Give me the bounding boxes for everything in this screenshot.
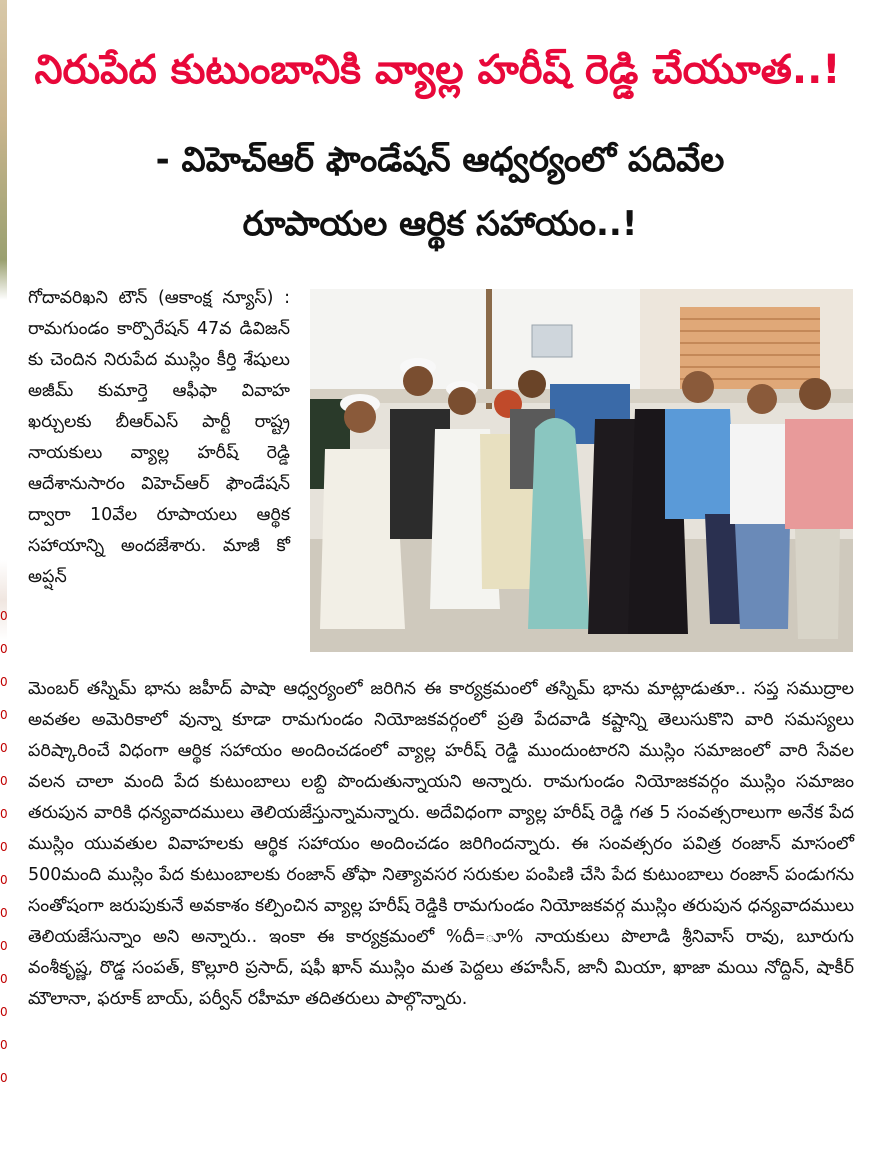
margin-digit: 0	[0, 708, 8, 722]
subheadline	[40, 128, 840, 256]
margin-digit: 0	[0, 807, 8, 821]
margin-digit: 0	[0, 741, 8, 755]
margin-digit: 0	[0, 840, 8, 854]
margin-digit: 0	[0, 906, 8, 920]
margin-digit: 0	[0, 1038, 8, 1052]
margin-digit: 0	[0, 939, 8, 953]
margin-digit: 0	[0, 774, 8, 788]
news-photo	[310, 289, 853, 652]
margin-digit: 0	[0, 1005, 8, 1019]
margin-digit: 0	[0, 609, 8, 623]
group-photo-illustration	[310, 289, 853, 652]
subheadline-line-1: - విహెచ్ఆర్ ఫౌండేషన్ ఆధ్వర్యంలో పదివేల	[155, 140, 725, 180]
headline: నిరుపేద కుటుంబానికి వ్యాల్ల హరీష్ రెడ్డి చేయూత..!	[34, 47, 841, 93]
margin-digit: 0	[0, 642, 8, 656]
margin-digit: 0	[0, 972, 8, 986]
subheadline-line-2: రూపాయల ఆర్థిక సహాయం..!	[242, 204, 638, 244]
margin-digit: 0	[0, 873, 8, 887]
margin-digit: 0	[0, 675, 8, 689]
margin-digits	[0, 600, 8, 1095]
article-body-continued: మెంబర్ తస్నిమ్ భాను జహీద్ పాషా ఆధ్వర్యంలో జరిగిన ఈ కార్యక్రమంలో తస్నిమ్ భాను మాట్లాడుతూ.. సప్త సముద్రాల అవతల అమెరికాలో వున్నా కూడా రామగుండం నియోజకవర్గంలో ప్రతి పేదవాడి కష్టాన్ని తెలుసుకొని వారి సమస్యలు పరిష్కారించే విధంగా ఆర్థిక సహాయం అందించడంలో వ్యాల్ల హరీష్ రెడ్డి ముందుంటారని ముస్లిం సమాజంలో వారి సేవల వలన చాలా మంది పేద కుటుంబాలు లబ్ది పొందుతున్నాయని అన్నారు. రామగుండం నియోజకవర్గం ముస్లిం సమాజం తరుపున వారికి ధన్యవాదములు తెలియజేస్తున్నామన్నారు. అదేవిధంగా వ్యాల్ల హరీష్ రెడ్డి గత 5 సంవత్సరాలుగా అనేక పేద ముస్లిం యువతుల వివాహలకు ఆర్థిక సహాయం అందించడం జరిగిందన్నారు. ఈ సంవత్సరం పవిత్ర రంజాన్ మాసంలో 500మంది ముస్లిం పేద కుటుంబాలకు రంజాన్ తోఫా నిత్యావసర సరుకుల పంపిణి చేసి పేద కుటుంబాలు రంజాన్ పండుగను సంతోషంగా జరుపుకునే అవకాశం కల్పించిన వ్యాల్ల హరీష్ రెడ్డికి రామగుండం నియోజకవర్గ ముస్లిం తరుపున ధన్యవాదములు తెలియజేసున్నాం అని అన్నారు.. ఇంకా ఈ కార్యక్రమంలో %దీ=ూ% నాయకులు పొలాడి శ్రీనివాస్ రావు, బూరుగు వంశీకృష్ణ, రొడ్డ సంపత్, కొల్లూరి ప్రసాద్, షఫీ ఖాన్ ముస్లిం మత పెద్దలు తహసీన్, జానీ మియా, ఖాజా మయి నోద్దిన్, షాకీర్ మౌలానా, ఫరూక్ బాయ్, పర్వీన్ రహీమా తదితరులు పాల్గొన్నారు.	[28, 679, 854, 1009]
article-body-top: గోదావరిఖని టౌన్ (ఆకాంక్ష న్యూస్) : రామగుండం కార్పొరేషన్ 47వ డివిజన్ కు చెందిన నిరుపేద ముస్లిం కీర్తి శేషులు అజీమ్ కుమార్తె ఆఫీఫా వివాహ ఖర్చులకు బీఆర్ఎస్ పార్టీ రాష్ట్ర నాయకులు వ్యాల్ల హరీష్ రెడ్డి ఆదేశానుసారం విహెచ్ఆర్ ఫౌండేషన్ ద్వారా 10వేల రూపాయలు ఆర్థిక సహాయాన్ని అందజేశారు. మాజీ కో అప్షన్	[28, 288, 290, 587]
margin-digit: 0	[0, 1071, 8, 1085]
